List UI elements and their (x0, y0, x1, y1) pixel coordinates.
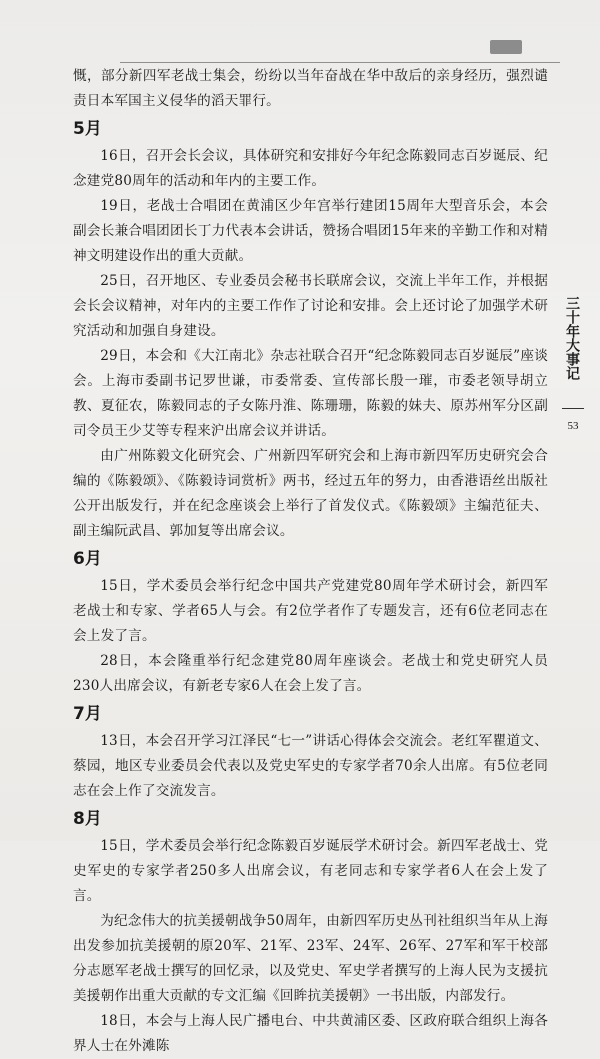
paragraph: 慨，部分新四军老战士集会，纷纷以当年奋战在华中敌后的亲身经历，强烈谴责日本军国主义侵华的滔天罪行。 (73, 68, 548, 109)
paragraph: 29日，本会和《大江南北》杂志社联合召开“纪念陈毅同志百岁诞辰”座谈会。上海市委副书记罗世谦，市委常委、宣传部长殷一璀，市委老领导胡立教、夏征农，陈毅同志的子女陈丹淮、陈珊珊，陈毅的妹夫、原苏州军分区副司令员王少艾等专程来沪出席会议并讲话。 (73, 348, 548, 439)
paragraph: 19日，老战士合唱团在黄浦区少年宫举行建团15周年大型音乐会，本会副会长兼合唱团团长丁力代表本会讲话，赞扬合唱团15年来的辛勤工作和对精神文明建设作出的重大贡献。 (73, 198, 548, 264)
paragraph: 18日，本会与上海人民广播电台、中共黄浦区委、区政府联合组织上海各界人士在外滩陈 (73, 1013, 548, 1054)
paragraph: 15日，学术委员会举行纪念陈毅百岁诞辰学术研讨会。新四军老战士、党史军史的专家学者250多人出席会议，有老同志和专家学者6人在会上发了言。 (73, 838, 548, 904)
paragraph: 16日，召开会长会议，具体研究和安排好今年纪念陈毅同志百岁诞辰、纪念建党80周年的活动和年内的主要工作。 (73, 148, 548, 189)
chapter-rule (562, 408, 584, 409)
month-heading: 8月 (73, 809, 102, 829)
month-heading: 6月 (73, 549, 102, 569)
paragraph: 25日，召开地区、专业委员会秘书长联席会议，交流上半年工作，并根据会长会议精神，对年内的主要工作作了讨论和安排。会上还讨论了加强学术研究活动和加强自身建设。 (73, 273, 548, 339)
paragraph: 28日，本会隆重举行纪念建党80周年座谈会。老战士和党史研究人员230人出席会议，有新老专家6人在会上发了言。 (73, 653, 548, 694)
header-logo-mark (490, 40, 522, 54)
paragraph: 15日，学术委员会举行纪念中国共产党建党80周年学术研讨会，新四军老战士和专家、学者65人与会。有2位学者作了专题发言，还有6位老同志在会上发了言。 (73, 578, 548, 644)
month-heading: 5月 (73, 119, 102, 139)
month-heading: 7月 (73, 704, 102, 724)
document-body (73, 64, 548, 1059)
header-rule (120, 62, 560, 63)
chapter-sidebar (560, 296, 586, 432)
paragraph: 为纪念伟大的抗美援朝战争50周年，由新四军历史丛刊社组织当年从上海出发参加抗美援朝的原20军、21军、23军、24军、26军、27军和军干校部分志愿军老战士撰写的回忆录，以及党史、军史学者撰写的上海人民为支援抗美援朝作出重大贡献的专文汇编《回眸抗美援朝》一书出版，内部发行。 (73, 913, 548, 1004)
paragraph: 由广州陈毅文化研究会、广州新四军研究会和上海市新四军历史研究会合编的《陈毅颂》、《陈毅诗词赏析》两书，经过五年的努力，由香港语丝出版社公开出版发行，并在纪念座谈会上举行了首发仪式。《陈毅颂》主编范征夫、副主编阮武昌、郭加复等出席会议。 (73, 448, 548, 539)
paragraph: 13日，本会召开学习江泽民“七一”讲话心得体会交流会。老红军瞿道文、蔡园，地区专业委员会代表以及党史军史的专家学者70余人出席。有5位老同志在会上作了交流发言。 (73, 733, 548, 799)
chapter-title: 三十年大事记 (564, 296, 580, 380)
page-number: 53 (567, 420, 579, 432)
page-header (0, 18, 600, 64)
